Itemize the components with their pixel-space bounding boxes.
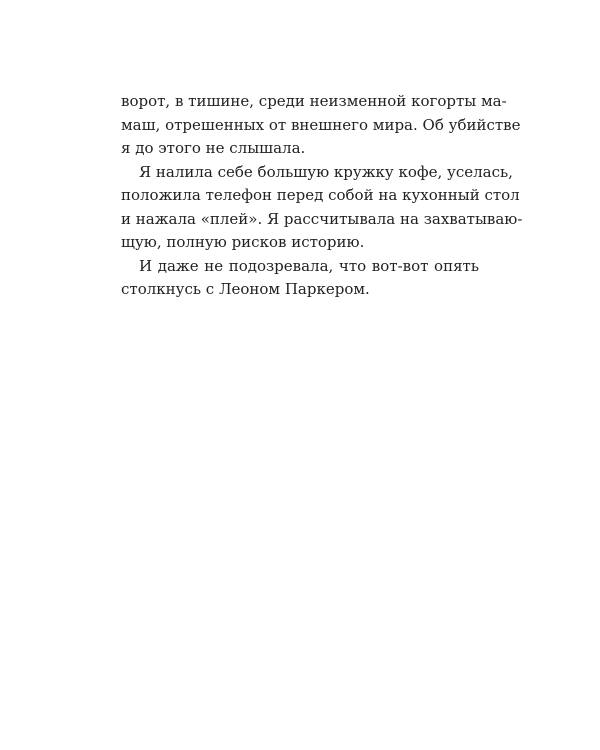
text-line: я до этого не слышала. <box>121 139 306 157</box>
paragraph-2 <box>121 161 523 255</box>
text-line: ворот, в тишине, среди неизменной когорты ма- <box>121 92 507 110</box>
body-text <box>121 90 523 302</box>
text-line: щую, полную рисков историю. <box>121 233 365 251</box>
text-line: положила телефон перед собой на кухонный стол <box>121 186 520 204</box>
paragraph-3 <box>121 255 479 302</box>
text-line: столкнусь с Леоном Паркером. <box>121 280 370 298</box>
text-line: И даже не подозревала, что вот-вот опять <box>139 256 479 275</box>
paragraph-1 <box>121 90 521 161</box>
text-line: и нажала «плей». Я рассчитывала на захватываю- <box>121 209 523 228</box>
text-line: Я налила себе большую кружку кофе, уселась, <box>139 162 513 181</box>
text-line: маш, отрешенных от внешнего мира. Об убийстве <box>121 115 521 134</box>
